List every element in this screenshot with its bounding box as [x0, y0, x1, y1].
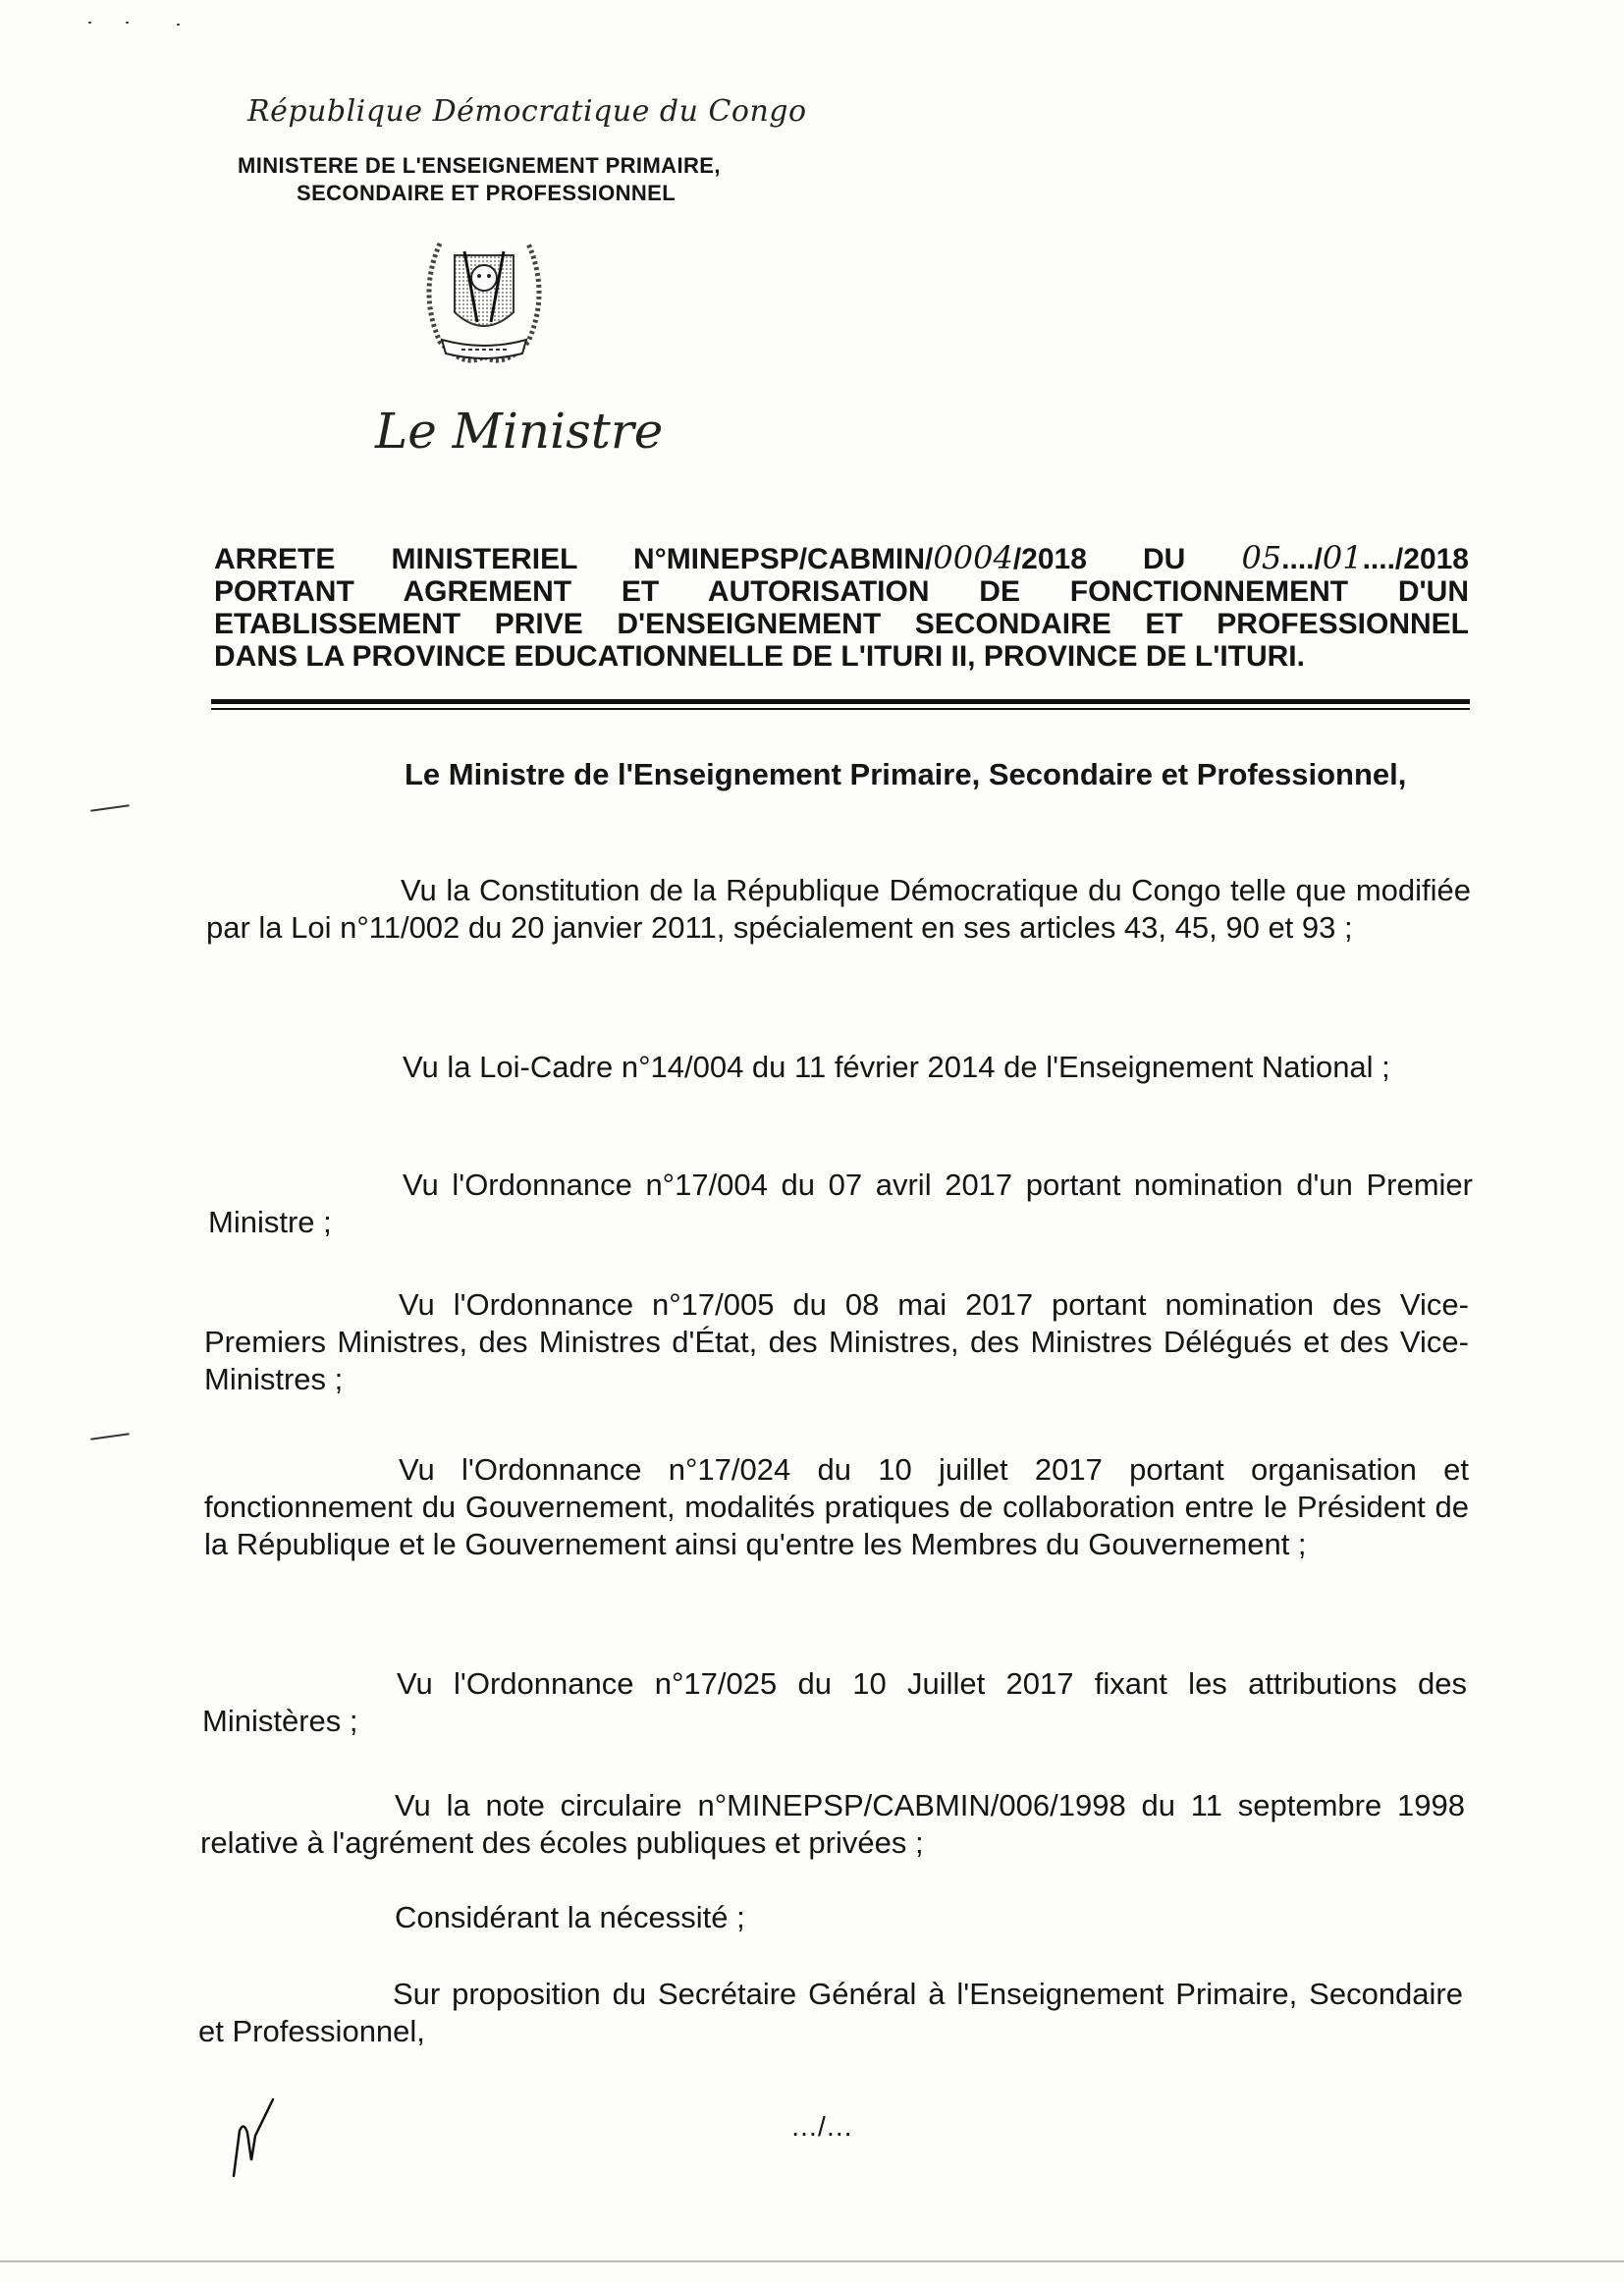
- arrete-number-prefix: ARRETE MINISTERIEL N°MINEPSP/CABMIN/: [214, 543, 934, 575]
- paragraph-constitution: [206, 872, 1471, 947]
- arrete-line-3: ETABLISSEMENT PRIVE D'ENSEIGNEMENT SECONDAIRE ET PROFESSIONNEL: [214, 608, 1469, 640]
- republic-heading: République Démocratique du Congo: [247, 94, 807, 129]
- title-divider-thin: [211, 708, 1470, 710]
- ministry-line-2: SECONDAIRE ET PROFESSIONNEL: [297, 181, 677, 205]
- arrete-number-handwritten: 0004: [933, 539, 1013, 576]
- paragraph-text: Considérant la nécessité ;: [395, 1900, 745, 1934]
- paragraph-text: Sur proposition du Secrétaire Général à l'Enseignement Primaire, Secondaire et Professionnel,: [198, 1977, 1463, 2048]
- paragraph-ordonnance-premier-ministre: [208, 1167, 1473, 1241]
- paragraph-text: Vu la note circulaire n°MINEPSP/CABMIN/006/1998 du 11 septembre 1998 relative à l'agrément des écoles publiques et privées ;: [200, 1788, 1465, 1860]
- paragraph-text: Vu l'Ordonnance n°17/005 du 08 mai 2017 portant nomination des Vice-Premiers Ministres, des Ministres d'État, des Ministres, des Ministres Délégués et des Vice-Ministres ;: [204, 1287, 1469, 1396]
- coat-of-arms-icon: [410, 224, 558, 373]
- arrete-line-4: DANS LA PROVINCE EDUCATIONNELLE DE L'ITURI II, PROVINCE DE L'ITURI.: [214, 640, 1305, 673]
- paragraph-loi-cadre: [208, 1049, 1473, 1086]
- paragraph-note-circulaire: [200, 1787, 1465, 1862]
- initials-signature-icon: [226, 2092, 295, 2180]
- paragraph-proposition: [198, 1976, 1463, 2050]
- ministry-line-1: MINISTERE DE L'ENSEIGNEMENT PRIMAIRE,: [238, 153, 721, 178]
- scan-edge-line: [0, 2260, 1624, 2262]
- arrete-date-separator: ..../: [1281, 543, 1323, 575]
- arrete-title: [214, 539, 1469, 673]
- arrete-number-year: /2018 DU: [1012, 543, 1242, 575]
- arrete-month-handwritten: 01: [1322, 539, 1363, 576]
- paragraph-text: Vu l'Ordonnance n°17/004 du 07 avril 2017 portant nomination d'un Premier Ministre ;: [208, 1168, 1473, 1239]
- arrete-date-year: ..../2018: [1362, 543, 1469, 575]
- minister-title: Le Ministre: [375, 403, 664, 460]
- paragraph-ordonnance-gouvernement: [204, 1451, 1469, 1563]
- paragraph-text: Vu la Constitution de la République Démocratique du Congo telle que modifiée par la Loi n°11/002 du 20 janvier 2011, spécialement en ses articles 43, 45, 90 et 93 ;: [206, 873, 1471, 945]
- paragraph-text: Vu l'Ordonnance n°17/024 du 10 juillet 2017 portant organisation et fonctionnement du Gouvernement, modalités pratiques de collaboration entre le Président de la République et le Gouvernement ainsi qu'entre les Membres du Gouvernement ;: [204, 1452, 1469, 1561]
- margin-mark: [90, 804, 130, 812]
- arrete-line-2: PORTANT AGREMENT ET AUTORISATION DE FONCTIONNEMENT D'UN: [214, 575, 1469, 608]
- paragraph-text: Vu la Loi-Cadre n°14/004 du 11 février 2014 de l'Enseignement National ;: [403, 1050, 1390, 1084]
- page-continuation: …/…: [790, 2111, 853, 2142]
- paragraph-ordonnance-attributions: [202, 1665, 1467, 1740]
- paragraph-text: Vu l'Ordonnance n°17/025 du 10 Juillet 2017 fixant les attributions des Ministères ;: [202, 1666, 1467, 1738]
- margin-mark: [90, 1433, 130, 1440]
- arrete-number-line: [214, 539, 1469, 576]
- title-divider-thick: [211, 699, 1470, 704]
- minister-intro: [214, 756, 1469, 793]
- arrete-day-handwritten: 05: [1241, 539, 1282, 576]
- minister-intro-text: Le Ministre de l'Enseignement Primaire, Secondaire et Professionnel,: [405, 757, 1407, 791]
- paragraph-ordonnance-ministres: [204, 1286, 1469, 1398]
- paragraph-considerant: [200, 1899, 1465, 1936]
